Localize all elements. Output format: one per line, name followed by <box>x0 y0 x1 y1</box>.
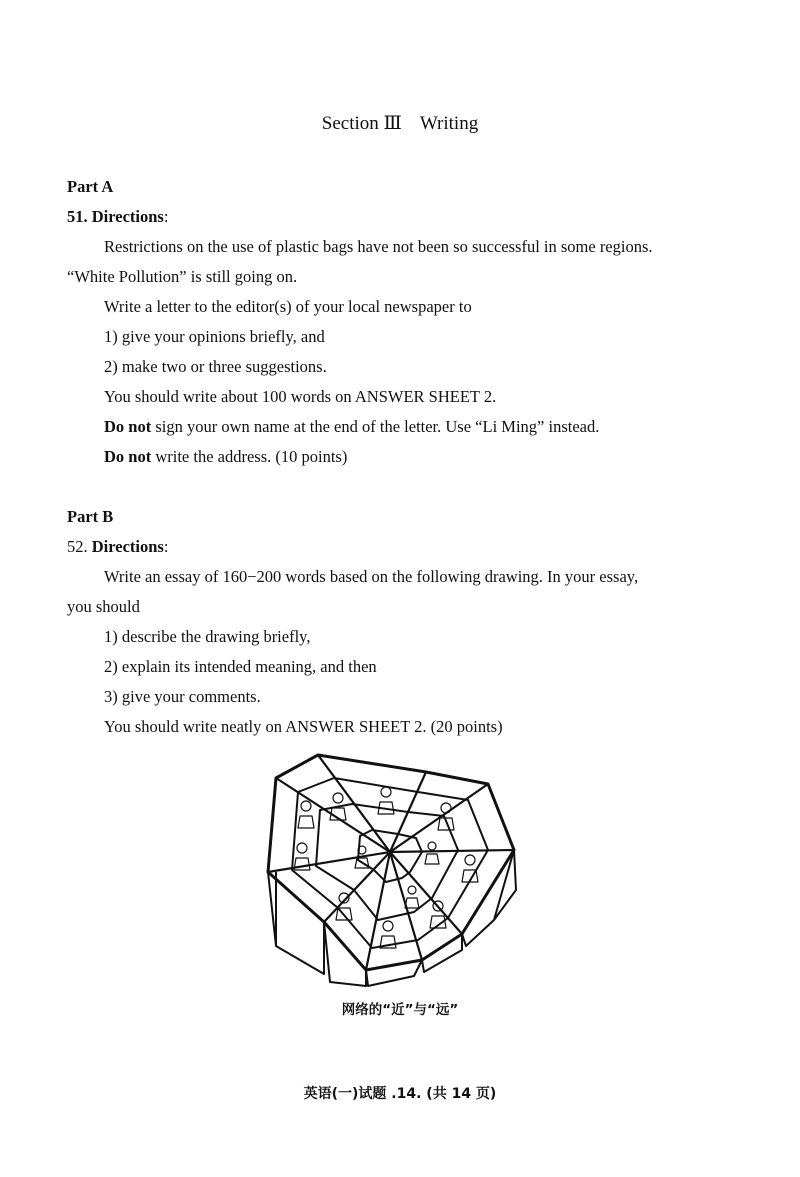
figure-caption: 网络的“近”与“远” <box>341 1002 459 1018</box>
note-text: write the address. (10 points) <box>151 447 348 466</box>
section-title <box>0 112 800 135</box>
part-b-heading: Part B <box>67 507 114 526</box>
note-emphasis: Do not <box>104 417 152 436</box>
section-number: Section Ⅲ <box>321 113 402 134</box>
part-a-heading: Part A <box>67 177 114 196</box>
part-b-item-2: 2) explain its intended meaning, and then <box>104 657 377 676</box>
section-name: Writing <box>419 113 479 134</box>
part-a-paragraph-line-2: “White Pollution” is still going on. <box>67 267 298 286</box>
question-52-directions <box>67 536 168 558</box>
question-52-number: 52. <box>67 537 88 556</box>
note-emphasis: Do not <box>104 447 152 466</box>
part-b-item-1: 1) describe the drawing briefly, <box>104 627 311 646</box>
part-a-note-1 <box>104 416 599 438</box>
spider-web-drawing <box>262 750 524 990</box>
directions-colon: : <box>163 537 169 556</box>
note-text: sign your own name at the end of the letter. Use “Li Ming” instead. <box>151 417 600 436</box>
directions-colon: : <box>163 207 169 226</box>
part-a-word-count: You should write about 100 words on ANSWER SHEET 2. <box>104 387 497 406</box>
part-b-final-instruction: You should write neatly on ANSWER SHEET 2. (20 points) <box>104 717 503 736</box>
question-51-number: 51. <box>67 207 88 226</box>
part-a-item-2: 2) make two or three suggestions. <box>104 357 327 376</box>
part-a-task: Write a letter to the editor(s) of your local newspaper to <box>104 297 472 316</box>
part-a-paragraph-line-1: Restrictions on the use of plastic bags have not been so successful in some regions. <box>104 237 653 256</box>
part-b-paragraph-line-2: you should <box>67 597 140 616</box>
page-footer: 英语(一)试题 .14. (共 14 页) <box>303 1086 497 1102</box>
directions-label: Directions <box>91 207 164 226</box>
directions-label: Directions <box>91 537 164 556</box>
part-b-paragraph-line-1: Write an essay of 160−200 words based on the following drawing. In your essay, <box>104 567 639 586</box>
part-a-note-2 <box>104 446 347 468</box>
part-b-item-3: 3) give your comments. <box>104 687 261 706</box>
part-a-item-1: 1) give your opinions briefly, and <box>104 327 325 346</box>
question-51-directions <box>67 206 168 228</box>
